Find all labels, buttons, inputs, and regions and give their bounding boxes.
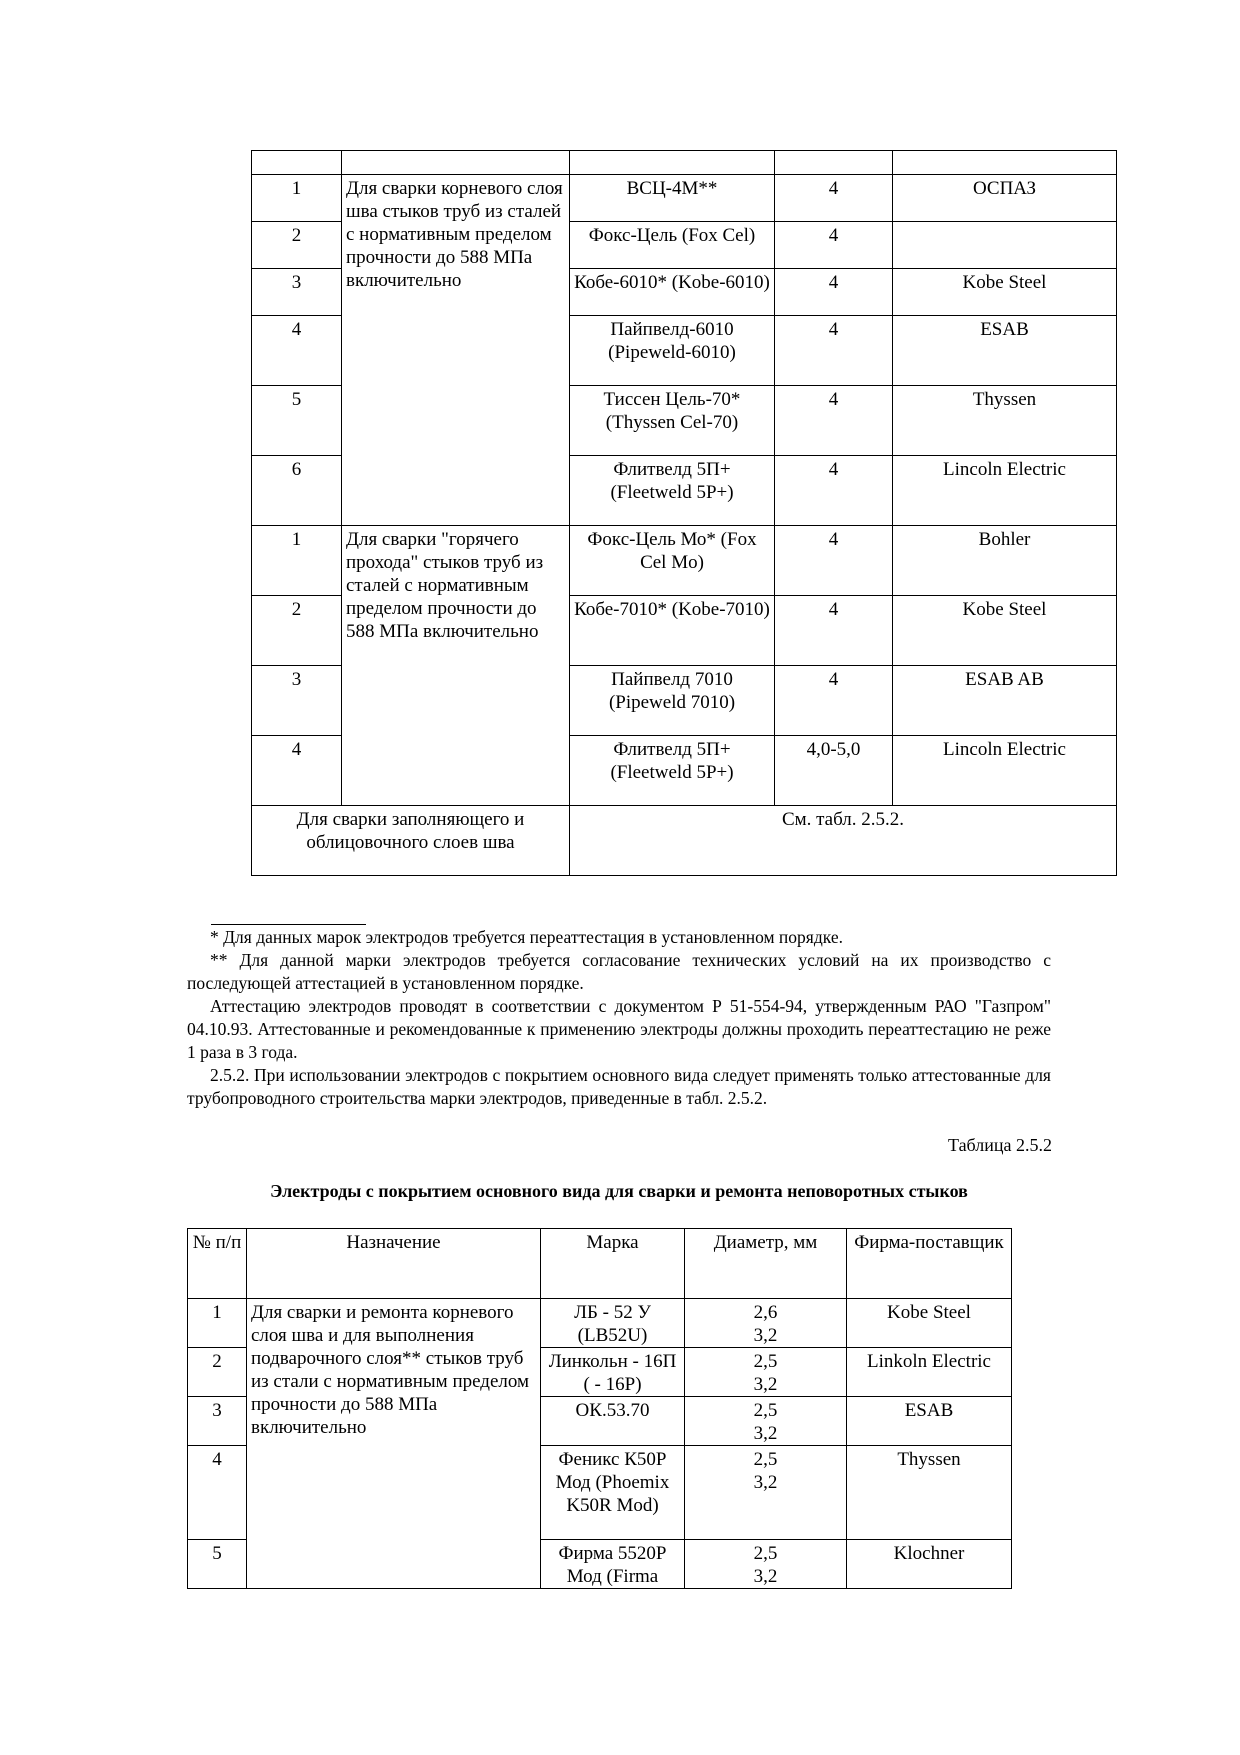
diameter: 4 (775, 456, 893, 526)
row-number: 1 (252, 175, 342, 222)
row-number: 5 (188, 1540, 247, 1589)
electrode-mark: ВСЦ-4М** (570, 175, 775, 222)
diameter: 4,0-5,0 (775, 736, 893, 806)
electrode-mark: Пайпвелд-6010 (Pipeweld-6010) (570, 316, 775, 386)
diameter: 2,6 3,2 (685, 1299, 847, 1348)
row-number: 3 (188, 1397, 247, 1446)
table-title: Электроды с покрытием основного вида для сварки и ремонта неповоротных стыков (270, 1181, 968, 1201)
header-mark: Марка (541, 1229, 685, 1299)
diameter: 2,5 3,2 (685, 1397, 847, 1446)
fill-layer-reference: См. табл. 2.5.2. (570, 806, 1117, 876)
row-number: 2 (252, 596, 342, 666)
purpose-cell: Для сварки "горячего прохода" стыков труб из сталей с нормативным пределом прочности до 588 МПа включительно (342, 526, 570, 806)
diameter: 4 (775, 316, 893, 386)
supplier: Thyssen (893, 386, 1117, 456)
electrode-mark: Фокс-Цель Мо* (Fox Cel Mo) (570, 526, 775, 596)
purpose-cell: Для сварки и ремонта корневого слоя шва и для выполнения подварочного слоя** стыков труб из стали с нормативным пределом прочности до 588 МПа включительно (247, 1299, 541, 1589)
supplier: Bohler (893, 526, 1117, 596)
diameter: 4 (775, 526, 893, 596)
diameter: 4 (775, 596, 893, 666)
electrode-mark: Пайпвелд 7010 (Pipeweld 7010) (570, 666, 775, 736)
electrode-mark: Флитвелд 5П+ (Fleetweld 5P+) (570, 736, 775, 806)
electrode-mark: ЛБ - 52 У (LB52U) (541, 1299, 685, 1348)
electrode-mark: Фокс-Цель (Fox Cel) (570, 222, 775, 269)
electrode-table-basic (187, 1228, 1012, 1589)
header-purpose: Назначение (247, 1229, 541, 1299)
paragraph-2-5-2: 2.5.2. При использовании электродов с покрытием основного вида следует применять только аттестованные для трубопроводного строительства марки электродов, приведенные в табл. 2.5.2. (187, 1065, 1051, 1108)
supplier: ESAB (847, 1397, 1012, 1446)
footnote-1: * Для данных марок электродов требуется переаттестация в установленном порядке. (210, 927, 843, 947)
diameter: 4 (775, 666, 893, 736)
table-row (188, 1299, 1012, 1348)
row-number: 1 (188, 1299, 247, 1348)
table-row (252, 526, 1117, 596)
supplier: ОСПАЗ (893, 175, 1117, 222)
supplier: Lincoln Electric (893, 736, 1117, 806)
row-number: 5 (252, 386, 342, 456)
row-number: 3 (252, 269, 342, 316)
table-header-row (188, 1229, 1012, 1299)
diameter: 2,5 3,2 (685, 1540, 847, 1589)
diameter: 4 (775, 269, 893, 316)
diameter: 4 (775, 222, 893, 269)
row-number: 4 (252, 736, 342, 806)
electrode-mark: Тиссен Цель-70* (Thyssen Cel-70) (570, 386, 775, 456)
footnote-separator (211, 924, 366, 925)
row-number: 4 (188, 1446, 247, 1540)
supplier: Lincoln Electric (893, 456, 1117, 526)
electrode-mark: ОК.53.70 (541, 1397, 685, 1446)
table-row (252, 806, 1117, 876)
paragraph-attestation: Аттестацию электродов проводят в соответствии с документом Р 51-554-94, утвержденным РАО "Газпром" 04.10.93. Аттестованные и рекомендованные к применению электроды должны проходить переаттестацию не реже 1 раза в 3 года. (187, 996, 1051, 1062)
electrode-table-cellulose (251, 150, 1117, 876)
diameter: 4 (775, 175, 893, 222)
row-number: 4 (252, 316, 342, 386)
supplier: ESAB AB (893, 666, 1117, 736)
fill-layer-label: Для сварки заполняющего и облицовочного слоев шва (252, 806, 570, 876)
supplier: Klochner (847, 1540, 1012, 1589)
electrode-mark: Фирма 5520Р Мод (Firma (541, 1540, 685, 1589)
electrode-mark: Кобе-6010* (Kobe-6010) (570, 269, 775, 316)
supplier: Thyssen (847, 1446, 1012, 1540)
row-number: 2 (252, 222, 342, 269)
header-supplier: Фирма-поставщик (847, 1229, 1012, 1299)
table-row (252, 151, 1117, 175)
table-number: Таблица 2.5.2 (948, 1135, 1052, 1155)
electrode-mark: Феникс К50Р Мод (Phoemix K50R Mod) (541, 1446, 685, 1540)
supplier: ESAB (893, 316, 1117, 386)
electrode-mark: Флитвелд 5П+ (Fleetweld 5P+) (570, 456, 775, 526)
row-number: 2 (188, 1348, 247, 1397)
supplier: Kobe Steel (893, 596, 1117, 666)
electrode-mark: Линкольн - 16П ( - 16Р) (541, 1348, 685, 1397)
row-number: 1 (252, 526, 342, 596)
supplier: Kobe Steel (847, 1299, 1012, 1348)
supplier: Linkoln Electric (847, 1348, 1012, 1397)
diameter: 4 (775, 386, 893, 456)
diameter: 2,5 3,2 (685, 1348, 847, 1397)
row-number: 3 (252, 666, 342, 736)
electrode-mark: Кобе-7010* (Kobe-7010) (570, 596, 775, 666)
header-num: № п/п (188, 1229, 247, 1299)
supplier (893, 222, 1117, 269)
supplier: Kobe Steel (893, 269, 1117, 316)
footnote-2: ** Для данной марки электродов требуется согласование технических условий на их производство с последующей аттестацией в установленном порядке. (187, 950, 1051, 993)
row-number: 6 (252, 456, 342, 526)
table-row (252, 175, 1117, 222)
header-diameter: Диаметр, мм (685, 1229, 847, 1299)
diameter: 2,5 3,2 (685, 1446, 847, 1540)
purpose-cell: Для сварки корневого слоя шва стыков труб из сталей с нормативным пределом прочности до 588 МПа включительно (342, 175, 570, 526)
